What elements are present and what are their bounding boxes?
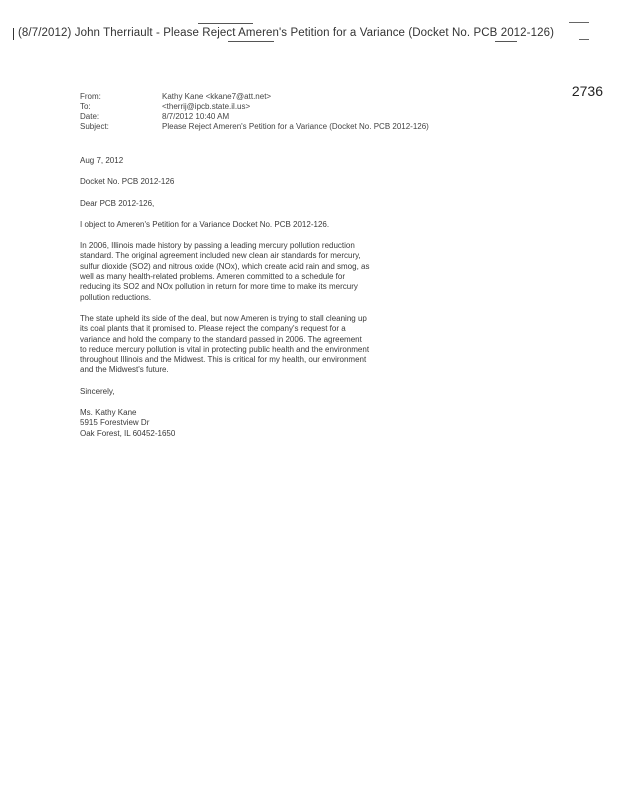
header-rule-top <box>198 23 253 24</box>
salutation: Dear PCB 2012-126, <box>80 198 155 208</box>
from-label: From: <box>80 92 101 101</box>
page-number: 2736 <box>571 83 603 99</box>
corner-mark-top <box>569 22 589 23</box>
objection-line: I object to Ameren's Petition for a Variance Docket No. PCB 2012-126. <box>80 219 330 229</box>
docket-line: Docket No. PCB 2012-126 <box>80 177 175 187</box>
signature-street: 5915 Forestview Dr <box>80 418 150 428</box>
subject-value: Please Reject Ameren's Petition for a Variance (Docket No. PCB 2012-126) <box>162 122 429 131</box>
closing: Sincerely, <box>80 386 115 396</box>
from-value: Kathy Kane <kkane7@att.net> <box>162 92 272 101</box>
to-row <box>80 102 429 112</box>
letter-date: Aug 7, 2012 <box>80 156 124 165</box>
date-value: 8/7/2012 10:40 AM <box>162 112 230 121</box>
corner-mark-bottom <box>579 39 589 40</box>
signature-block <box>80 408 370 439</box>
date-label: Date: <box>80 112 100 121</box>
subject-label: Subject: <box>80 122 109 131</box>
header-rule-bottom <box>228 41 274 42</box>
to-value: <therrij@ipcb.state.il.us> <box>162 102 251 111</box>
subject-row <box>80 122 429 132</box>
paragraph-history: In 2006, Illinois made history by passing a leading mercury pollution reduction standard. The original agreement included new clean air standards for mercury, sulfur dioxide (SO2) and nitrous oxide (NOx), which create acid rain and smog, as well as many health-related problems. Ameren committed to a schedule for reducing its SO2 and NOx pollution in return for more time to make its mercury pollution reductions. <box>80 241 370 302</box>
to-label: To: <box>80 102 91 111</box>
email-header-block <box>80 92 429 132</box>
page-header-title: (8/7/2012) John Therriault - Please Reject Ameren's Petition for a Variance (Docket No. PCB 2012-126) <box>18 27 555 39</box>
date-row <box>80 112 429 122</box>
paragraph-request: The state upheld its side of the deal, but now Ameren is trying to stall cleaning up its coal plants that it promised to. Please reject the company's request for a variance and hold the company to the standard passed in 2006. The agreement to reduce mercury pollution is vital in protecting public health and the environment throughout Illinois and the Midwest. This is critical for my health, our environment and the Midwest's future. <box>80 313 370 375</box>
header-margin-mark <box>13 28 14 40</box>
letter-body <box>80 156 370 450</box>
header-rule-docket <box>495 41 517 42</box>
corner-marks <box>569 22 589 56</box>
signature-city: Oak Forest, IL 60452-1650 <box>80 428 176 438</box>
from-row <box>80 92 429 102</box>
signature-name: Ms. Kathy Kane <box>80 408 137 418</box>
